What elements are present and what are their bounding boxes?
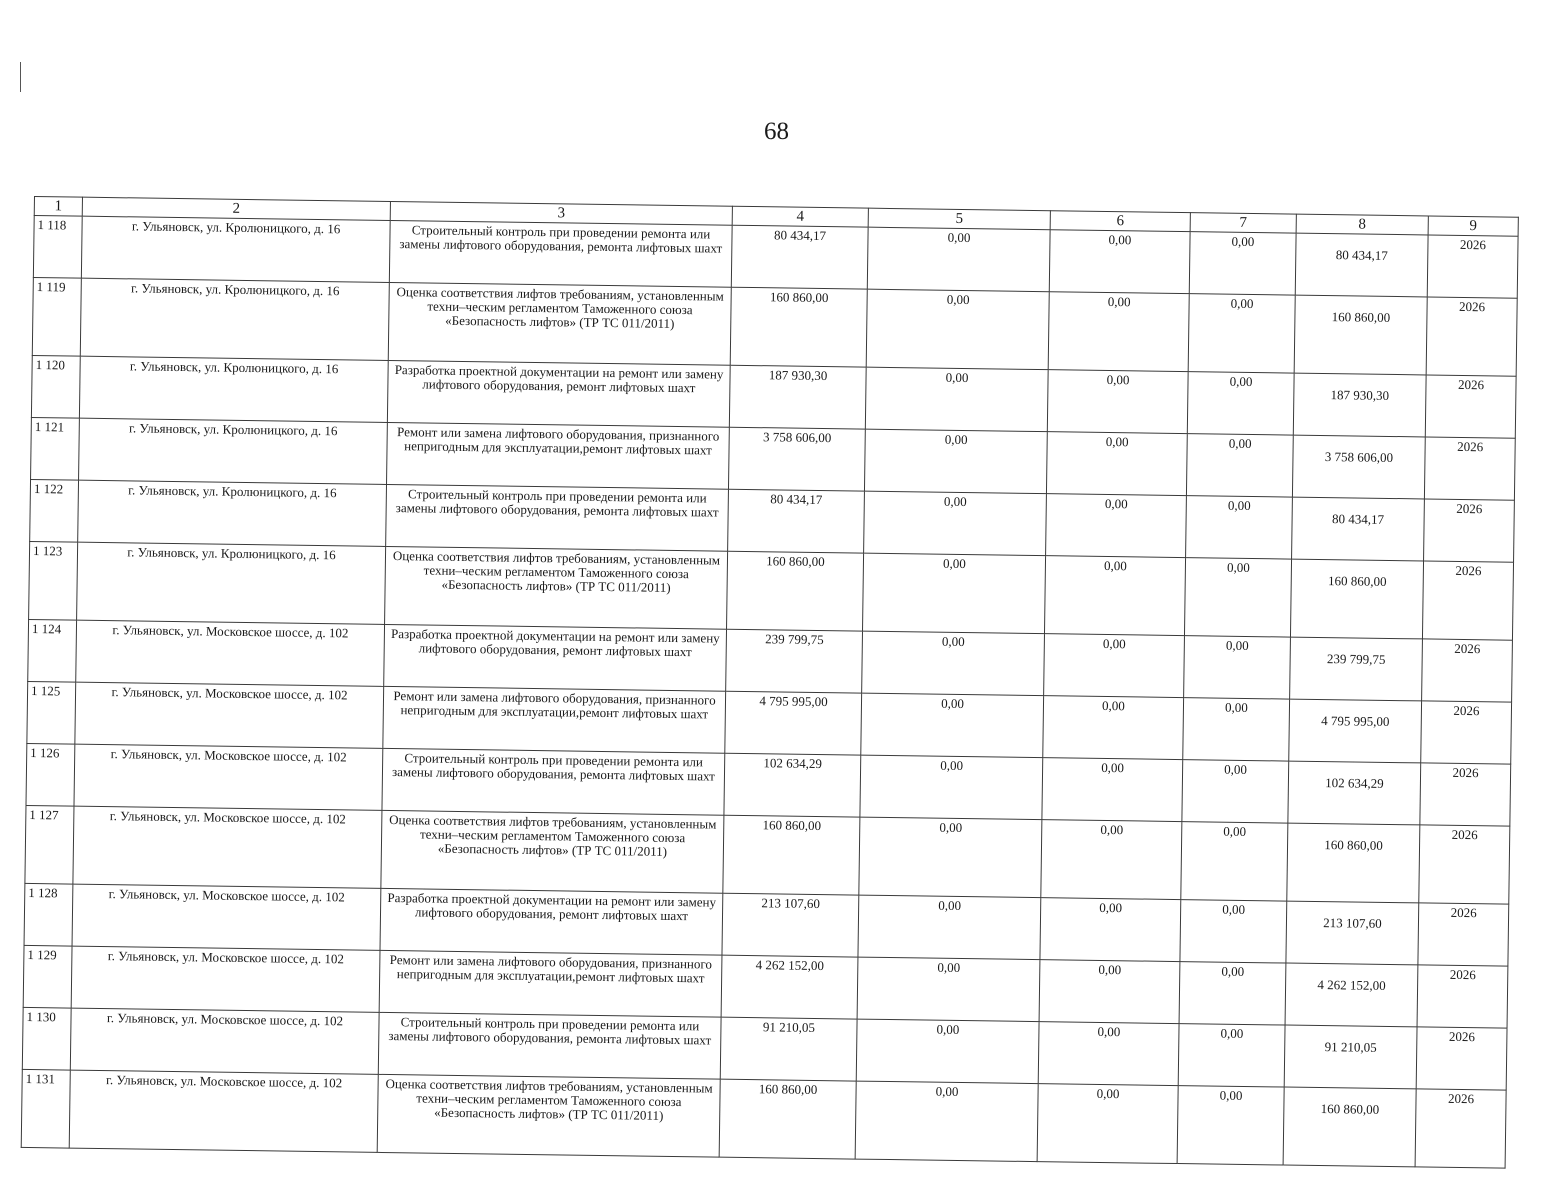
value-col4: 187 930,30 — [729, 365, 866, 429]
row-number: 1 127 — [25, 805, 74, 884]
value-col6: 0,00 — [1043, 696, 1184, 760]
value-col5: 0,00 — [856, 1019, 1039, 1084]
row-number: 1 131 — [21, 1069, 70, 1148]
value-col5: 0,00 — [865, 367, 1048, 432]
value-col6: 0,00 — [1046, 432, 1187, 496]
row-number: 1 119 — [32, 277, 81, 356]
year-cell: 2026 — [1426, 297, 1517, 376]
work-description-cell: Ремонт или замена лифтового оборудования, признанного непригодным для эксплуатации,ремонт лифтовых шахт — [383, 686, 726, 753]
value-col7: 0,00 — [1182, 760, 1289, 823]
registry-table — [21, 196, 1519, 1169]
value-col8: 102 634,29 — [1288, 761, 1421, 825]
work-description-cell: Оценка соответствия лифтов требованиям, установленным техни–ческим регламентом Таможенного союза «Безопасность лифтов» (ТР ТС 011/2011) — [377, 1074, 720, 1157]
value-col5: 0,00 — [864, 429, 1047, 494]
value-col4: 213 107,60 — [722, 893, 859, 957]
header-cell: 8 — [1296, 214, 1428, 235]
address-cell: г. Ульяновск, ул. Кролюницкого, д. 16 — [79, 356, 388, 422]
value-col4: 239 799,75 — [726, 629, 863, 693]
address-cell: г. Ульяновск, ул. Кролюницкого, д. 16 — [80, 278, 389, 360]
header-cell: 7 — [1190, 213, 1296, 233]
value-col5: 0,00 — [862, 631, 1045, 696]
header-cell: 1 — [34, 197, 82, 217]
year-cell: 2026 — [1422, 561, 1513, 640]
value-col4: 160 860,00 — [730, 287, 867, 367]
value-col4: 4 795 995,00 — [725, 691, 862, 755]
year-cell: 2026 — [1416, 1027, 1507, 1090]
year-cell: 2026 — [1415, 1089, 1506, 1168]
address-cell: г. Ульяновск, ул. Московское шоссе, д. 102 — [76, 620, 385, 686]
row-number: 1 122 — [30, 479, 79, 542]
value-col7: 0,00 — [1186, 496, 1293, 559]
header-cell: 5 — [868, 208, 1050, 230]
value-col7: 0,00 — [1186, 434, 1293, 497]
address-cell: г. Ульяновск, ул. Московское шоссе, д. 102 — [71, 946, 380, 1012]
row-number: 1 118 — [33, 216, 82, 279]
value-col6: 0,00 — [1039, 960, 1180, 1024]
value-col6: 0,00 — [1047, 370, 1188, 434]
value-col7: 0,00 — [1184, 558, 1291, 637]
year-cell: 2026 — [1425, 375, 1516, 438]
header-cell: 6 — [1050, 211, 1190, 232]
year-cell: 2026 — [1417, 965, 1508, 1028]
work-description-cell: Оценка соответствия лифтов требованиям, установленным техни–ческим регламентом Таможенного союза «Безопасность лифтов» (ТР ТС 011/2011) — [385, 546, 728, 629]
value-col6: 0,00 — [1049, 230, 1190, 294]
row-number: 1 121 — [31, 417, 80, 480]
value-col6: 0,00 — [1040, 898, 1181, 962]
address-cell: г. Ульяновск, ул. Московское шоссе, д. 102 — [73, 806, 382, 888]
value-col4: 80 434,17 — [728, 489, 865, 553]
address-cell: г. Ульяновск, ул. Московское шоссе, д. 102 — [70, 1008, 379, 1074]
value-col4: 3 758 606,00 — [728, 427, 865, 491]
year-cell: 2026 — [1424, 499, 1515, 562]
value-col5: 0,00 — [864, 491, 1047, 556]
address-cell: г. Ульяновск, ул. Московское шоссе, д. 102 — [69, 1070, 378, 1152]
value-col8: 3 758 606,00 — [1292, 435, 1425, 499]
row-number: 1 130 — [22, 1007, 71, 1070]
row-number: 1 129 — [23, 945, 72, 1008]
header-cell: 4 — [732, 206, 868, 227]
value-col4: 160 860,00 — [723, 815, 860, 895]
value-col7: 0,00 — [1178, 1024, 1285, 1087]
value-col6: 0,00 — [1037, 1084, 1178, 1164]
page-number: 68 — [764, 118, 789, 145]
value-col5: 0,00 — [855, 1081, 1038, 1162]
year-cell: 2026 — [1424, 437, 1515, 500]
year-cell: 2026 — [1419, 825, 1510, 904]
value-col8: 213 107,60 — [1286, 901, 1419, 965]
work-description-cell: Ремонт или замена лифтового оборудования, признанного непригодным для эксплуатации,ремонт лифтовых шахт — [387, 422, 730, 489]
value-col8: 80 434,17 — [1292, 497, 1425, 561]
row-number: 1 126 — [26, 743, 75, 806]
value-col4: 102 634,29 — [724, 753, 861, 817]
year-cell: 2026 — [1427, 235, 1518, 298]
value-col8: 239 799,75 — [1290, 637, 1423, 701]
value-col7: 0,00 — [1184, 636, 1291, 699]
header-cell: 3 — [390, 201, 732, 225]
work-description-cell: Строительный контроль при проведении ремонта или замены лифтового оборудования, ремонта лифтовых шахт — [386, 484, 729, 551]
year-cell: 2026 — [1420, 763, 1511, 826]
address-cell: г. Ульяновск, ул. Московское шоссе, д. 102 — [75, 682, 384, 748]
work-description-cell: Строительный контроль при проведении ремонта или замены лифтового оборудования, ремонта лифтовых шахт — [389, 220, 732, 287]
address-cell: г. Ульяновск, ул. Московское шоссе, д. 102 — [74, 744, 383, 810]
value-col4: 4 262 152,00 — [721, 955, 858, 1019]
work-description-cell: Разработка проектной документации на ремонт или замену лифтового оборудования, ремонт лифтовых шахт — [384, 624, 727, 691]
year-cell: 2026 — [1418, 903, 1509, 966]
work-description-cell: Строительный контроль при проведении ремонта или замены лифтового оборудования, ремонта лифтовых шахт — [378, 1012, 721, 1079]
value-col8: 160 860,00 — [1294, 295, 1427, 375]
address-cell: г. Ульяновск, ул. Кролюницкого, д. 16 — [78, 480, 387, 546]
value-col4: 160 860,00 — [719, 1079, 856, 1159]
row-number: 1 123 — [29, 541, 78, 620]
work-description-cell: Оценка соответствия лифтов требованиям, установленным техни–ческим регламентом Таможенного союза «Безопасность лифтов» (ТР ТС 011/2011) — [381, 810, 724, 893]
value-col8: 4 262 152,00 — [1285, 963, 1418, 1027]
value-col7: 0,00 — [1179, 962, 1286, 1025]
margin-mark — [20, 62, 21, 92]
value-col7: 0,00 — [1180, 900, 1287, 963]
value-col5: 0,00 — [863, 553, 1046, 634]
value-col6: 0,00 — [1042, 758, 1183, 822]
value-col6: 0,00 — [1048, 292, 1189, 372]
registry-sheet — [21, 196, 1518, 1169]
row-number: 1 125 — [27, 681, 76, 744]
value-col5: 0,00 — [861, 693, 1044, 758]
header-cell: 9 — [1428, 216, 1518, 236]
address-cell: г. Ульяновск, ул. Московское шоссе, д. 102 — [72, 884, 381, 950]
value-col7: 0,00 — [1188, 294, 1295, 373]
value-col7: 0,00 — [1181, 822, 1288, 901]
value-col6: 0,00 — [1044, 556, 1185, 636]
value-col4: 80 434,17 — [731, 225, 868, 289]
value-col5: 0,00 — [867, 227, 1050, 292]
year-cell: 2026 — [1422, 639, 1513, 702]
value-col5: 0,00 — [859, 817, 1042, 898]
address-cell: г. Ульяновск, ул. Кролюницкого, д. 16 — [81, 216, 390, 282]
value-col6: 0,00 — [1038, 1022, 1179, 1086]
value-col7: 0,00 — [1189, 232, 1296, 295]
value-col7: 0,00 — [1183, 698, 1290, 761]
value-col8: 80 434,17 — [1295, 233, 1428, 297]
value-col5: 0,00 — [860, 755, 1043, 820]
value-col7: 0,00 — [1187, 372, 1294, 435]
year-cell: 2026 — [1421, 701, 1512, 764]
value-col5: 0,00 — [866, 289, 1049, 370]
value-col5: 0,00 — [858, 895, 1041, 960]
work-description-cell: Строительный контроль при проведении ремонта или замены лифтового оборудования, ремонта лифтовых шахт — [382, 748, 725, 815]
value-col8: 4 795 995,00 — [1289, 699, 1422, 763]
value-col4: 160 860,00 — [727, 551, 864, 631]
work-description-cell: Оценка соответствия лифтов требованиям, установленным техни–ческим регламентом Таможенного союза «Безопасность лифтов» (ТР ТС 011/2011) — [388, 282, 731, 365]
value-col8: 187 930,30 — [1293, 373, 1426, 437]
value-col5: 0,00 — [857, 957, 1040, 1022]
value-col4: 91 210,05 — [720, 1017, 857, 1081]
value-col6: 0,00 — [1044, 634, 1185, 698]
header-cell: 2 — [82, 197, 390, 220]
work-description-cell: Ремонт или замена лифтового оборудования, признанного непригодным для эксплуатации,ремонт лифтовых шахт — [379, 950, 722, 1017]
row-number: 1 128 — [24, 883, 73, 946]
row-number: 1 120 — [31, 355, 80, 418]
work-description-cell: Разработка проектной документации на ремонт или замену лифтового оборудования, ремонт лифтовых шахт — [380, 888, 723, 955]
address-cell: г. Ульяновск, ул. Кролюницкого, д. 16 — [79, 418, 388, 484]
row-number: 1 124 — [28, 619, 77, 682]
value-col8: 91 210,05 — [1284, 1025, 1417, 1089]
address-cell: г. Ульяновск, ул. Кролюницкого, д. 16 — [77, 542, 386, 624]
value-col6: 0,00 — [1046, 494, 1187, 558]
value-col8: 160 860,00 — [1287, 823, 1420, 903]
work-description-cell: Разработка проектной документации на ремонт или замену лифтового оборудования, ремонт лифтовых шахт — [387, 360, 730, 427]
value-col8: 160 860,00 — [1283, 1087, 1416, 1167]
value-col8: 160 860,00 — [1290, 559, 1423, 639]
value-col6: 0,00 — [1041, 820, 1182, 900]
value-col7: 0,00 — [1177, 1086, 1284, 1165]
